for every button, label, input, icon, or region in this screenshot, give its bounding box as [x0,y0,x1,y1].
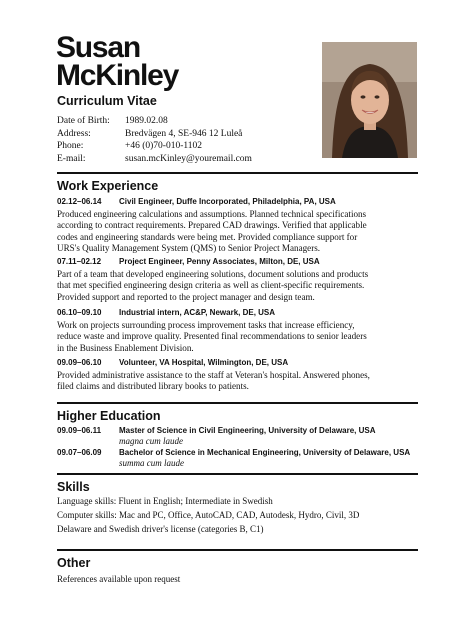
job-dates: 09.09–06.10 [57,358,102,367]
address: Bredvägen 4, SE-946 12 Luleå [125,128,243,139]
education-entry [57,426,422,447]
education-entry [57,448,422,469]
section-title: Other [57,556,91,570]
section-title: Higher Education [57,409,161,423]
section-divider [57,172,418,174]
honor: summa cum laude [119,458,184,468]
job-dates: 06.10–09.10 [57,308,102,317]
info-row [57,140,252,153]
job-entry [57,307,419,354]
skill-line: Language skills: Fluent in English; Intermediate in Swedish [57,496,273,506]
job-header [57,196,419,207]
description-line: reduce waste and improve quality. Presented final recommendations to senior leaders [57,331,367,342]
portrait-image [322,42,417,158]
education-dates: 09.07–06.09 [57,448,102,457]
phone: +46 (0)70-010-1102 [125,141,203,152]
degree: Master of Science in Civil Engineering, University of Delaware, USA [119,426,376,435]
info-row [57,153,252,166]
profile-photo [322,42,417,158]
info-label: Phone: [57,141,84,152]
work-experience-section [57,172,418,194]
job-description [57,269,419,303]
other-section [57,549,418,571]
job-role: Project Engineer, Penny Associates, Milton, DE, USA [119,257,320,266]
section-title: Skills [57,480,90,494]
description-line: codes and engineering standards were being met. Provided compliance support for [57,231,358,242]
last-name: McKinley [56,59,179,92]
job-description [57,209,419,254]
skills-list [57,494,359,536]
skills-section [57,473,418,495]
degree: Bachelor of Science in Mechanical Engineering, University of Delaware, USA [119,448,411,457]
birth-date: 1989.02.08 [125,116,168,126]
honor: magna cum laude [119,436,183,446]
job-description [57,320,419,354]
job-entry [57,357,419,393]
job-role: Volunteer, VA Hospital, Wilmington, DE, USA [119,358,289,367]
description-line: that met specified engineering design criteria as well as client-specific requirements. [57,280,365,291]
info-label: Address: [57,128,91,139]
document-subtitle: Curriculum Vitae [57,94,157,108]
job-header [57,357,419,368]
education-header [57,426,422,436]
job-entry [57,196,419,254]
education-header [57,448,422,458]
info-row [57,115,252,128]
skill-line: Computer skills: Mac and PC, Office, AutoCAD, CAD, Autodesk, Hydro, Civil, 3D [57,510,360,520]
email: susan.mcKinley@youremail.com [125,153,252,164]
first-name: Susan [56,31,141,64]
description-line: Provided administrative assistance to the staff at Veteran's hospital. Answered phones, [57,370,370,380]
description-line: URS's Quality Management System (QMS) to Senior Project Managers. [57,242,321,253]
job-entry [57,256,419,303]
description-line: Part of a team that developed engineering solutions, document solutions and products [57,269,369,279]
job-role: Industrial intern, AC&P, Newark, DE, USA [119,308,276,317]
section-divider [57,473,418,475]
skill-line: Delaware and Swedish driver's license (categories B, C1) [57,524,264,534]
job-dates: 07.11–02.12 [57,257,102,266]
description-line: according to contract requirements. Prepared CAD drawings. Verified that applicable [57,220,367,231]
info-row [57,128,252,141]
job-role: Civil Engineer, Duffe Incorporated, Philadelphia, PA, USA [119,197,336,206]
section-divider [57,549,418,551]
description-line: in the Business Enablement Division. [57,342,194,353]
description-line: Work on projects surrounding process improvement tasks that increase efficiency, [57,320,355,330]
info-label: Date of Birth: [57,116,110,126]
job-header [57,307,419,318]
education-dates: 09.09–06.11 [57,426,102,435]
job-description [57,370,419,393]
section-title: Work Experience [57,179,159,193]
description-line: filed claims and distributed library books to patients. [57,381,249,392]
references-note: References available upon request [57,574,181,584]
job-dates: 02.12–06.14 [57,197,102,206]
job-header [57,256,419,267]
applicant-name [56,31,179,92]
info-label: E-mail: [57,153,86,164]
personal-info [57,115,252,165]
education-section [57,402,418,424]
description-line: Produced engineering calculations and assumptions. Planned technical specifications [57,209,367,219]
section-divider [57,402,418,404]
description-line: Provided support and reported to the project manager and design team. [57,291,315,302]
